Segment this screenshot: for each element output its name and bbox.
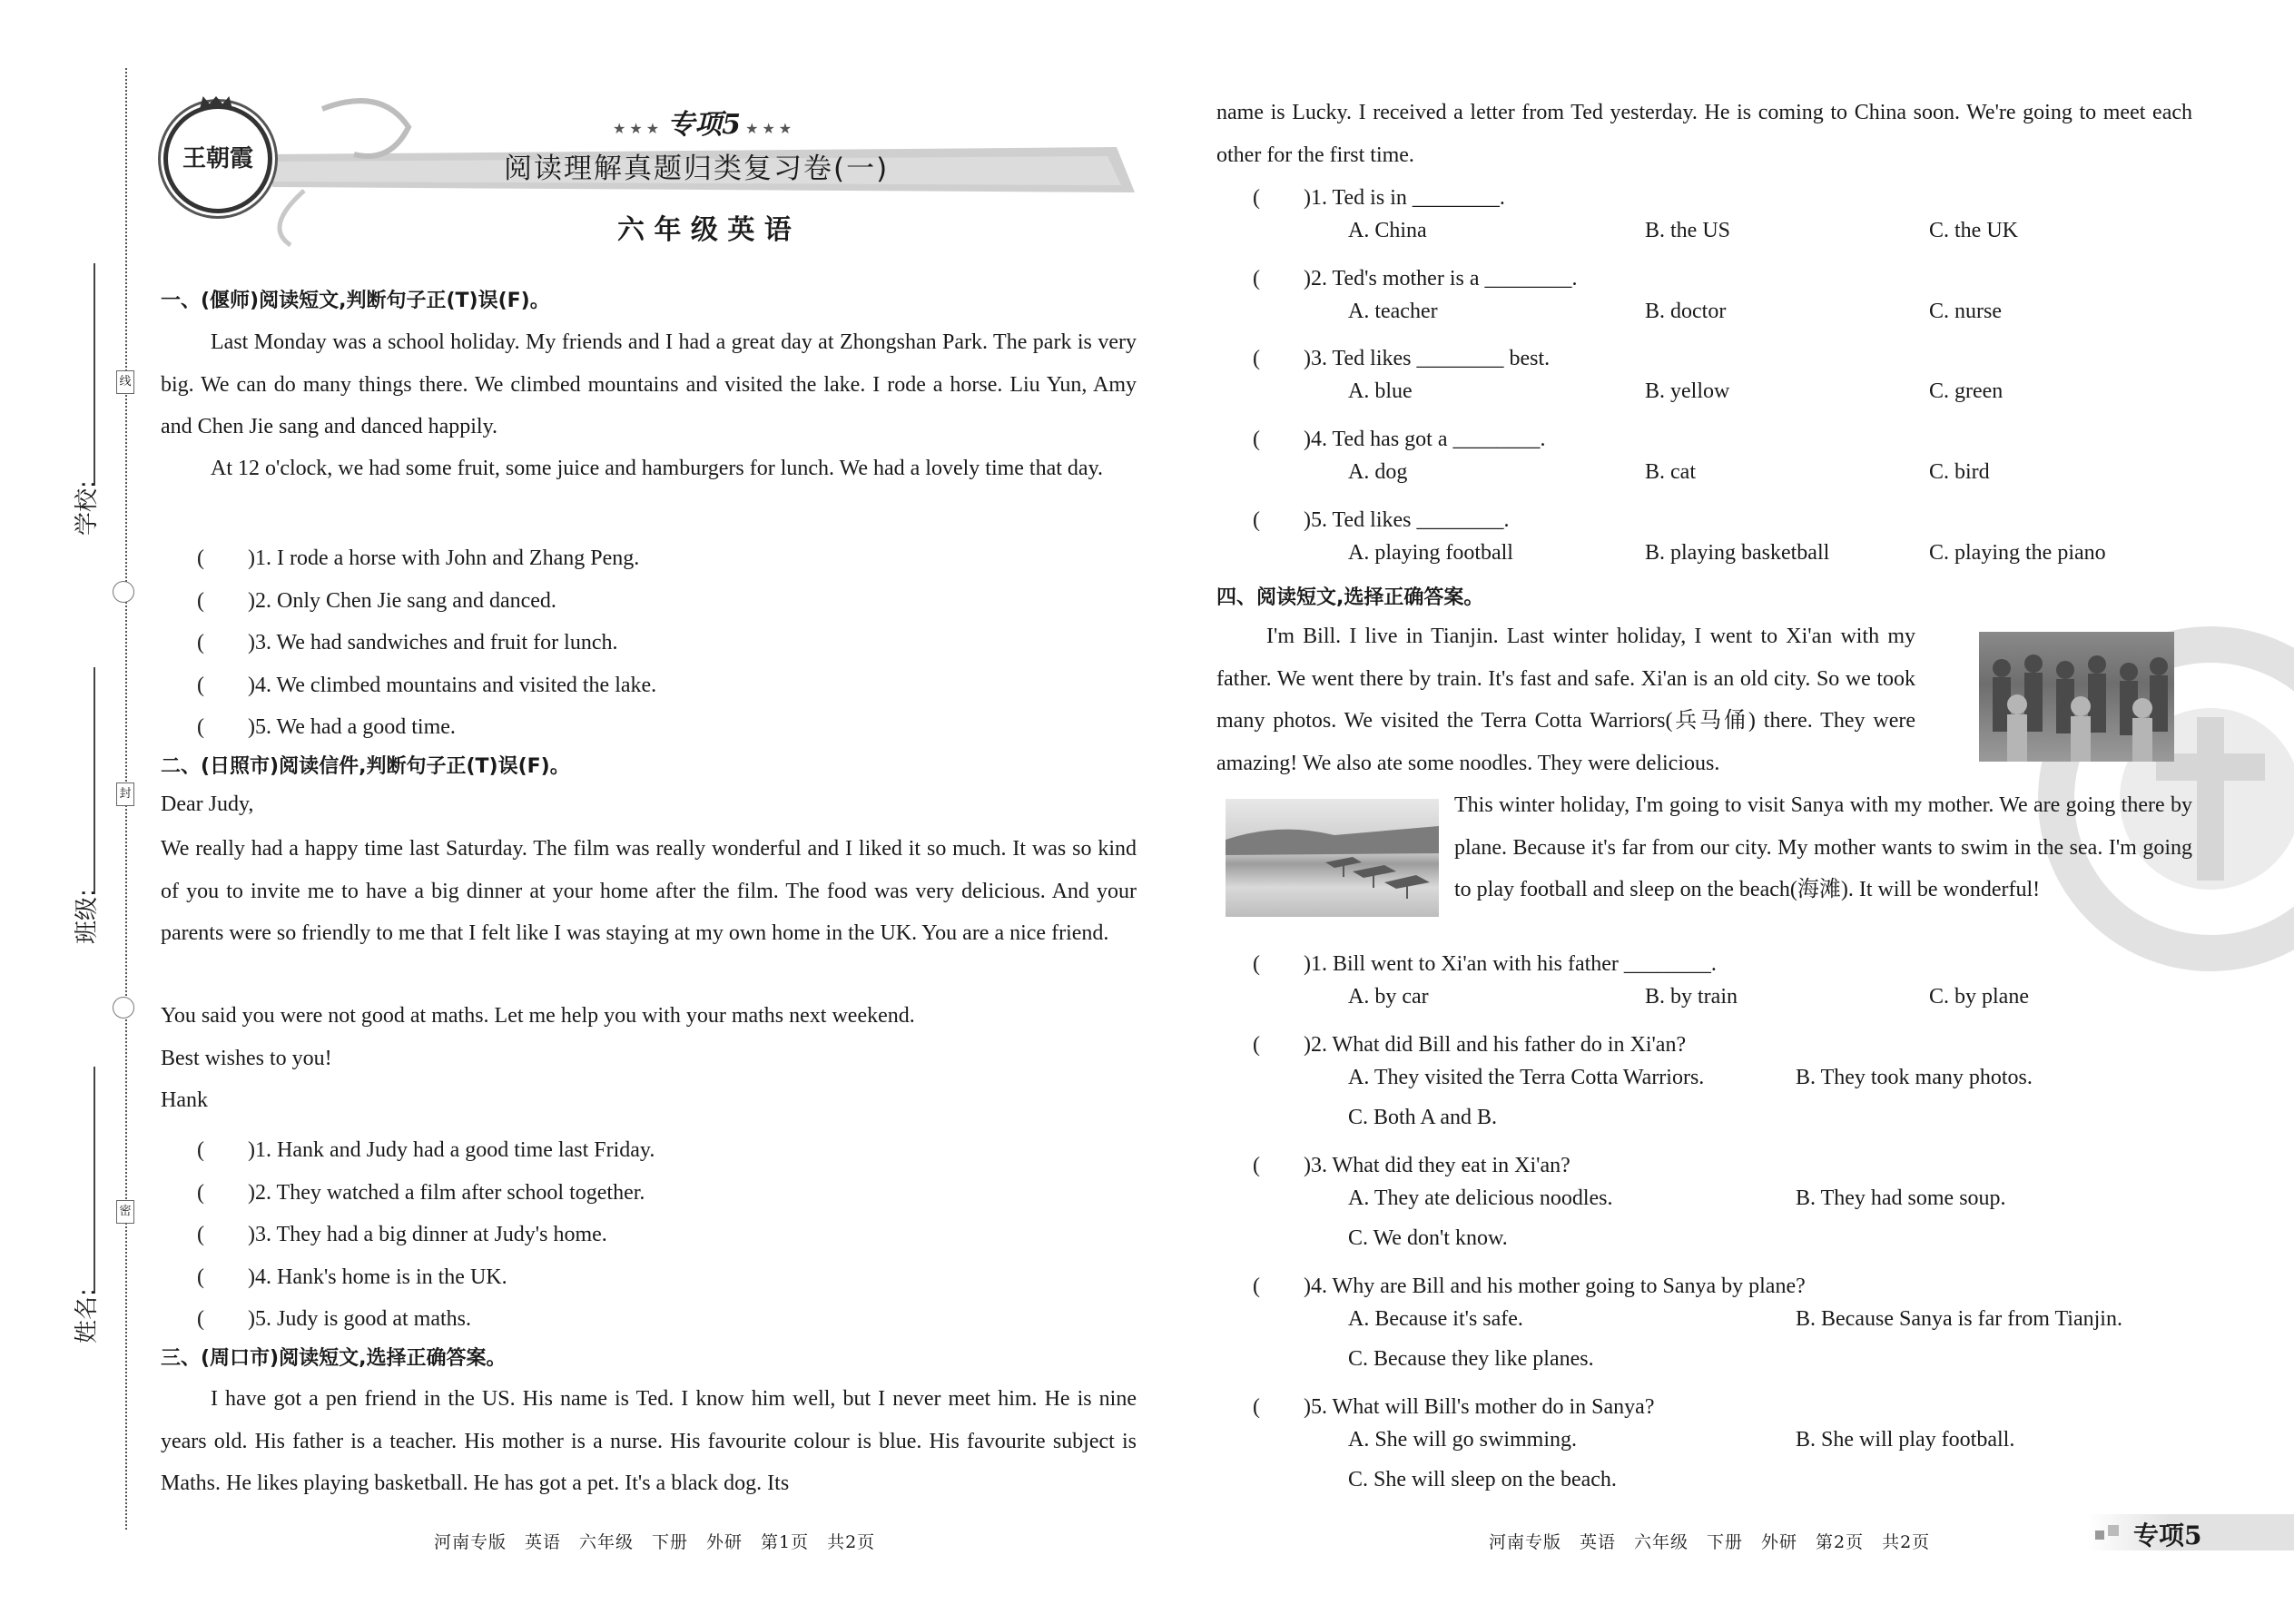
option-c: C. Both A and B. — [1348, 1106, 1498, 1129]
name-blank-line — [94, 1067, 95, 1294]
terra-cotta-warriors-photo — [1979, 632, 2174, 762]
section2-question: ( )2. They watched a film after school together. — [197, 1181, 645, 1205]
logo-emblem — [163, 104, 272, 213]
section3-paragraph: I have got a pen friend in the US. His name is Ted. I know him well, but I never meet him. He is nine years old. His father is a teacher. His mother is a nurse. His favourite colour is blue. His favourite subject is Maths. He likes playing basketball. He has got a pet. It's a black dog. Its — [161, 1387, 1137, 1495]
letter-signature: Hank — [161, 1088, 208, 1112]
page-title: 阅读理解真题归类复习卷(一) — [504, 153, 890, 185]
option-c: C. by plane — [1929, 985, 2029, 1009]
school-blank-line — [94, 263, 95, 486]
logo-text: 王朝霞 — [182, 145, 253, 172]
option-c: C. nurse — [1929, 300, 2002, 323]
section1-question: ( )5. We had a good time. — [197, 715, 456, 739]
section2-heading: 二、(日照市)阅读信件,判断句子正(T)误(F)。 — [161, 755, 570, 778]
section1-question: ( )4. We climbed mountains and visited the lake. — [197, 674, 657, 697]
section3-question: ( )5. Ted likes ________. — [1253, 508, 1510, 532]
letter-body: You said you were not good at maths. Let me help you with your maths next weekend. — [161, 1004, 915, 1028]
letter-closing: Best wishes to you! — [161, 1047, 332, 1070]
footer-right: 河南专版 英语 六年级 下册 外研 第2页 共2页 — [1489, 1532, 1931, 1552]
section3-question: ( )3. Ted likes ________ best. — [1253, 347, 1551, 370]
school-label: 学校: — [74, 480, 101, 536]
section2-question: ( )3. They had a big dinner at Judy's home. — [197, 1223, 607, 1246]
option-b: B. They took many photos. — [1796, 1066, 2033, 1089]
section1-paragraph: Last Monday was a school holiday. My friends and I had a great day at Zhongshan Park. The park is very big. We can do many things there. We climbed mountains and visited the lake. I rode a horse. Liu Yun, Amy and Chen Jie sang and danced happily. — [161, 330, 1137, 438]
option-c: C. bird — [1929, 460, 1990, 484]
section2-question: ( )5. Judy is good at maths. — [197, 1307, 471, 1331]
section4-question: ( )2. What did Bill and his father do in Xi'an? — [1253, 1033, 1687, 1057]
letter-body: We really had a happy time last Saturday. The film was really wonderful and I liked it so much. It was so kind of you to invite me to have a big dinner at your home after the film. The food was very delicious. And your parents were so friendly to me that I felt like I was staying at my own home in the UK. You are a nice friend. — [161, 837, 1137, 945]
section1-heading: 一、(偃师)阅读短文,判断句子正(T)误(F)。 — [161, 290, 550, 312]
tag-squares-icon — [2108, 1525, 2119, 1536]
section3-heading: 三、(周口市)阅读短文,选择正确答案。 — [161, 1347, 507, 1370]
beach-photo — [1226, 799, 1439, 917]
footer-tag-label: 专项5 — [2133, 1521, 2202, 1550]
option-b: B. by train — [1645, 985, 1738, 1009]
section4-paragraph: I'm Bill. I live in Tianjin. Last winter holiday, I went to Xi'an with my father. We went there by train. It's fast and safe. Xi'an is an old city. So we took many photos. We visited the Terra Cotta Warriors(兵马俑) there. They were amazing! We also ate some noodles. They were delicious. — [1216, 625, 1915, 775]
option-a: A. Because it's safe. — [1348, 1307, 1523, 1331]
option-c: C. Because they like planes. — [1348, 1347, 1594, 1371]
special-label-row — [613, 102, 795, 142]
warriors-figures — [1979, 632, 2174, 762]
tag-squares-icon — [2095, 1530, 2104, 1540]
section3-paragraph-continued: name is Lucky. I received a letter from Ted yesterday. He is coming to China soon. We're going to meet each other for the first time. — [1216, 101, 2192, 167]
section4-heading: 四、阅读短文,选择正确答案。 — [1216, 586, 1484, 609]
section4-question: ( )4. Why are Bill and his mother going to Sanya by plane? — [1253, 1275, 1806, 1298]
option-b: B. cat — [1645, 460, 1696, 484]
binding-seal-char-mi: 密 — [116, 1200, 134, 1224]
option-b: B. the US — [1645, 219, 1731, 242]
option-a: A. playing football — [1348, 541, 1513, 565]
option-c: C. green — [1929, 379, 2004, 403]
section4-question: ( )3. What did they eat in Xi'an? — [1253, 1154, 1570, 1177]
class-blank-line — [94, 667, 95, 894]
section4-question: ( )1. Bill went to Xi'an with his father ________. — [1253, 952, 1717, 976]
class-label: 班级: — [74, 889, 101, 944]
option-a: A. She will go swimming. — [1348, 1428, 1578, 1452]
section3-question: ( )4. Ted has got a ________. — [1253, 428, 1546, 451]
section3-question: ( )1. Ted is in ________. — [1253, 186, 1505, 210]
section1-paragraph: At 12 o'clock, we had some fruit, some juice and hamburgers for lunch. We had a lovely time that day. — [211, 457, 1104, 480]
section1-question: ( )1. I rode a horse with John and Zhang Peng. — [197, 546, 640, 570]
beach-scene — [1226, 799, 1439, 917]
option-a: A. teacher — [1348, 300, 1438, 323]
option-c: C. She will sleep on the beach. — [1348, 1468, 1617, 1491]
option-b: B. doctor — [1645, 300, 1727, 323]
option-b: B. Because Sanya is far from Tianjin. — [1796, 1307, 2122, 1331]
section4-question: ( )5. What will Bill's mother do in Sanya? — [1253, 1395, 1655, 1419]
option-a: A. dog — [1348, 460, 1408, 484]
option-a: A. by car — [1348, 985, 1429, 1009]
name-label: 姓名: — [74, 1288, 101, 1343]
footer-tag — [2088, 1514, 2294, 1550]
option-b: B. She will play football. — [1796, 1428, 2015, 1452]
section1-question: ( )3. We had sandwiches and fruit for lunch. — [197, 631, 618, 655]
option-c: C. We don't know. — [1348, 1226, 1508, 1250]
option-c: C. the UK — [1929, 219, 2018, 242]
option-a: A. They visited the Terra Cotta Warriors. — [1348, 1066, 1705, 1089]
option-a: A. China — [1348, 219, 1427, 242]
stars-right: ★★★ — [745, 120, 796, 137]
section3-question: ( )2. Ted's mother is a ________. — [1253, 267, 1578, 290]
footer-left: 河南专版 英语 六年级 下册 外研 第1页 共2页 — [434, 1532, 876, 1552]
option-c: C. playing the piano — [1929, 541, 2106, 565]
binding-circle-icon — [113, 581, 134, 603]
binding-margin — [0, 0, 136, 1624]
stars-left: ★★★ — [613, 120, 664, 137]
option-a: A. blue — [1348, 379, 1413, 403]
option-b: B. yellow — [1645, 379, 1730, 403]
option-b: B. playing basketball — [1645, 541, 1830, 565]
page-subtitle: 六 年 级 英 语 — [617, 214, 792, 246]
section2-question: ( )1. Hank and Judy had a good time last Friday. — [197, 1138, 655, 1162]
logo-crown-icon — [200, 96, 232, 109]
option-b: B. They had some soup. — [1796, 1186, 2006, 1210]
special-label: 专项5 — [667, 109, 741, 141]
letter-greeting: Dear Judy, — [161, 792, 254, 816]
section2-question: ( )4. Hank's home is in the UK. — [197, 1265, 507, 1289]
section1-question: ( )2. Only Chen Jie sang and danced. — [197, 589, 556, 613]
section4-paragraph: This winter holiday, I'm going to visit Sanya with my mother. We are going there by plane. Because it's far from our city. My mother wants to swim in the sea. I'm going to play football and sleep on the beach(海滩). It will be wonderful! — [1454, 793, 2192, 901]
header — [145, 91, 1144, 254]
binding-seal-char-xian: 线 — [116, 370, 134, 394]
option-a: A. They ate delicious noodles. — [1348, 1186, 1613, 1210]
binding-circle-icon — [113, 997, 134, 1019]
binding-seal-char-feng: 封 — [116, 782, 134, 806]
